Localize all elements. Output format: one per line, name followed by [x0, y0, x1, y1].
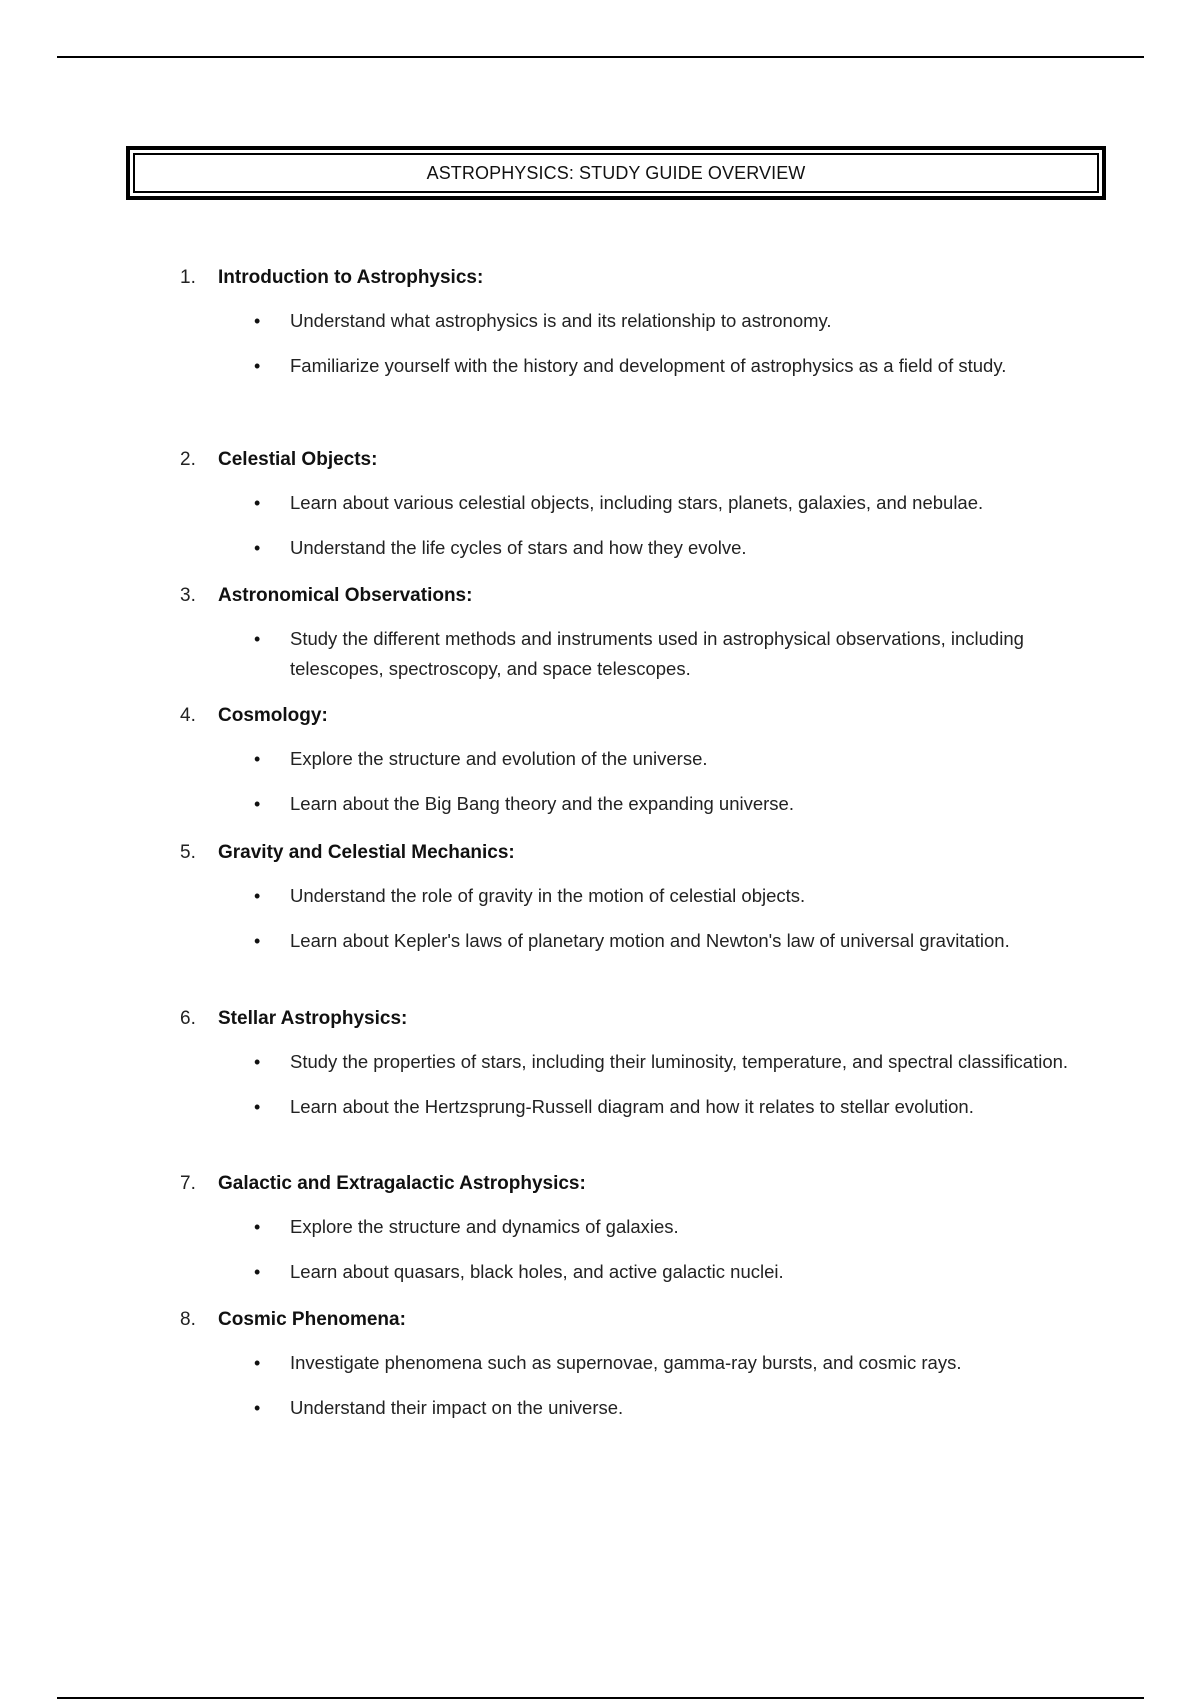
section-title: Astronomical Observations:	[218, 585, 473, 606]
bullet-icon: •	[254, 493, 261, 513]
section-number: 8.	[180, 1309, 196, 1330]
bullet-icon: •	[254, 886, 261, 906]
section-celestial-objects	[180, 447, 1120, 563]
list-item: • Learn about various celestial objects, including stars, planets, galaxies, and nebulae.	[180, 488, 1120, 518]
section-number: 3.	[180, 585, 196, 606]
list-item: • Study the different methods and instruments used in astrophysical observations, including telescopes, spectroscopy, and space telescopes.	[180, 624, 1120, 684]
section-cosmology	[180, 703, 1120, 819]
list-item: • Understand their impact on the universe.	[180, 1393, 1120, 1423]
list-item: • Understand what astrophysics is and its relationship to astronomy.	[180, 306, 1120, 336]
list-item: • Explore the structure and evolution of the universe.	[180, 744, 1120, 774]
section-title: Celestial Objects:	[218, 449, 378, 470]
list-item: • Learn about Kepler's laws of planetary motion and Newton's law of universal gravitation.	[180, 926, 1120, 956]
section-title: Cosmology:	[218, 705, 328, 726]
list-item: • Study the properties of stars, including their luminosity, temperature, and spectral classification.	[180, 1047, 1120, 1077]
list-item: • Learn about the Hertzsprung-Russell diagram and how it relates to stellar evolution.	[180, 1092, 1120, 1122]
bullet-icon: •	[254, 311, 261, 331]
bullet-list	[180, 744, 1120, 819]
bullet-list	[180, 1047, 1120, 1122]
section-title: Gravity and Celestial Mechanics:	[218, 842, 515, 863]
bullet-list	[180, 1212, 1120, 1287]
bullet-icon: •	[254, 1217, 261, 1237]
list-item: • Understand the life cycles of stars and how they evolve.	[180, 533, 1120, 563]
list-item: • Familiarize yourself with the history and development of astrophysics as a field of study.	[180, 351, 1120, 381]
bullet-icon: •	[254, 1398, 261, 1418]
section-number: 7.	[180, 1173, 196, 1194]
section-astronomical-observations	[180, 583, 1120, 684]
list-item: • Explore the structure and dynamics of galaxies.	[180, 1212, 1120, 1242]
bullet-icon: •	[254, 1353, 261, 1373]
section-title: Stellar Astrophysics:	[218, 1008, 408, 1029]
section-number: 2.	[180, 449, 196, 470]
bullet-list	[180, 306, 1120, 381]
list-item: • Learn about quasars, black holes, and active galactic nuclei.	[180, 1257, 1120, 1287]
section-galactic-astrophysics	[180, 1171, 1120, 1287]
section-number: 5.	[180, 842, 196, 863]
bullet-list	[180, 488, 1120, 563]
bullet-icon: •	[254, 1052, 261, 1072]
section-title: Introduction to Astrophysics:	[218, 267, 484, 288]
bullet-icon: •	[254, 1097, 261, 1117]
bullet-icon: •	[254, 931, 261, 951]
bullet-list	[180, 1348, 1120, 1423]
section-cosmic-phenomena	[180, 1307, 1120, 1423]
section-number: 1.	[180, 267, 196, 288]
bullet-icon: •	[254, 538, 261, 558]
section-number: 6.	[180, 1008, 196, 1029]
bullet-icon: •	[254, 749, 261, 769]
section-title: Cosmic Phenomena:	[218, 1309, 406, 1330]
section-number: 4.	[180, 705, 196, 726]
list-item: • Understand the role of gravity in the motion of celestial objects.	[180, 881, 1120, 911]
section-stellar-astrophysics	[180, 1006, 1120, 1122]
list-item: • Investigate phenomena such as supernovae, gamma-ray bursts, and cosmic rays.	[180, 1348, 1120, 1378]
bullet-list	[180, 624, 1120, 684]
bullet-icon: •	[254, 794, 261, 814]
section-title: Galactic and Extragalactic Astrophysics:	[218, 1173, 586, 1194]
bullet-list	[180, 881, 1120, 956]
section-gravity	[180, 840, 1120, 956]
list-item: • Learn about the Big Bang theory and the expanding universe.	[180, 789, 1120, 819]
page-title: ASTROPHYSICS: STUDY GUIDE OVERVIEW	[133, 153, 1099, 193]
bullet-icon: •	[254, 356, 261, 376]
bullet-icon: •	[254, 629, 261, 649]
bullet-icon: •	[254, 1262, 261, 1282]
bottom-rule	[57, 1697, 1144, 1699]
section-introduction	[180, 265, 1120, 381]
